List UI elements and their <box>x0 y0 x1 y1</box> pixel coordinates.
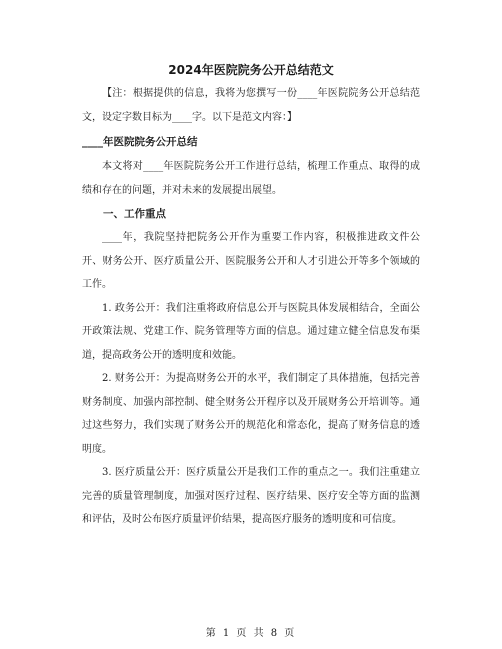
page-number: 第 1 页 共 8 页 <box>205 628 297 639</box>
list-item: 3. 医疗质量公开：医疗质量公开是我们工作的重点之一。我们注重建立完善的质量管理制度，加强对医疗过程、医疗结果、医疗安全等方面的监测和评估，及时公布医疗质量评价结果，提高医疗服务的透明度和可信度。 <box>82 467 420 525</box>
list-item: 2. 财务公开：为提高财务公开的水平，我们制定了具体措施，包括完善财务制度、加强内部控制、健全财务公开程序以及开展财务公开培训等。通过这些努力，我们实现了财务公开的规范化和常态化，提高了财务信息的透明度。 <box>82 373 420 455</box>
document-title: 2024年医院院务公开总结范文 <box>168 63 334 77</box>
intro-paragraph: 本文将对____年医院院务公开工作进行总结，梳理工作重点、取得的成绩和存在的问题，并对未来的发展提出展望。 <box>82 161 420 196</box>
note-paragraph: 【注：根据提供的信息，我将为您撰写一份____年医院院务公开总结范文，设定字数目标为____字。以下是范文内容：】 <box>82 88 420 123</box>
document-body <box>82 82 420 532</box>
list-item: 1. 政务公开：我们注重将政府信息公开与医院具体发展相结合，全面公开政策法规、党建工作、院务管理等方面的信息。通过建立健全信息发布渠道，提高政务公开的透明度和效能。 <box>82 302 420 361</box>
section-paragraph: ____年，我院坚持把院务公开作为重要工作内容，积极推进政文件公开、财务公开、医疗质量公开、医院服务公开和人才引进公开等多个领域的工作。 <box>82 232 420 290</box>
document-subtitle: ____年医院院务公开总结 <box>82 136 198 148</box>
section-heading: 一、工作重点 <box>103 208 166 220</box>
